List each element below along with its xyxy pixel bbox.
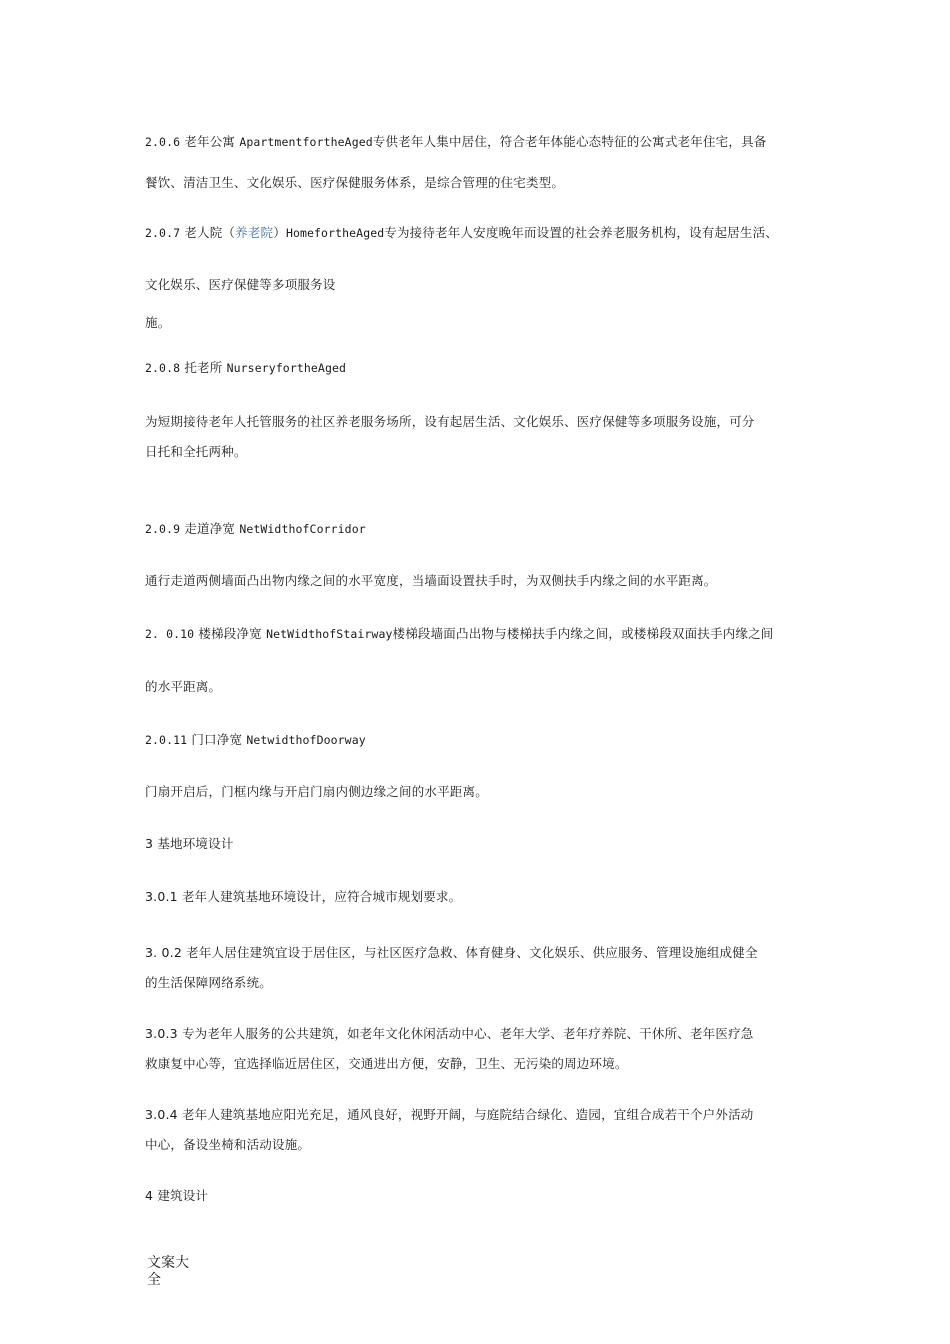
term-en: NetWidthofStairway <box>266 627 393 641</box>
term-en: NetWidthofCorridor <box>239 522 366 536</box>
clause-number: 2.0.6 <box>145 135 181 149</box>
clause-number: 2.0.9 <box>145 522 181 536</box>
clause-number: 2.0.7 <box>145 226 181 240</box>
para-3-0-3-line1: 3.0.3 专为老年人服务的公共建筑，如老年文化休闲活动中心、老年大学、老年疗养院、干休所、老年医疗急 <box>145 1026 754 1041</box>
term-en: ApartmentfortheAged <box>239 135 373 149</box>
para-2-0-8-line2: 日托和全托两种。 <box>145 444 247 459</box>
para-2-0-7-line1 <box>145 224 778 242</box>
term-cn: 托老所 <box>184 360 223 375</box>
clause-number: 2. 0.10 <box>145 627 195 641</box>
term-cn: 楼梯段净宽 <box>198 626 262 641</box>
para-3-0-3-line2: 救康复中心等，宜选择临近居住区，交通进出方便，安静，卫生、无污染的周边环境。 <box>145 1056 628 1071</box>
para-2-0-9-line1: 通行走道两侧墙面凸出物内缘之间的水平宽度，当墙面设置扶手时，为双侧扶手内缘之间的水平距离。 <box>145 573 717 588</box>
para-2-0-7-line3: 施。 <box>145 315 171 330</box>
clause-number: 2.0.8 <box>145 361 181 375</box>
para-2-0-10-line1 <box>145 625 774 643</box>
term-cn: 门口净宽 <box>191 732 243 747</box>
definition-text: 专供老年人集中居住，符合老年体能心态特征的公寓式老年住宅，具备 <box>372 134 767 149</box>
term-cn: 老人院（ <box>184 225 236 240</box>
para-2-0-8-heading <box>145 359 346 377</box>
section-3-heading: 3 基地环境设计 <box>145 836 234 851</box>
term-cn-close: ） <box>273 225 286 240</box>
term-en: NetwidthofDoorway <box>246 733 366 747</box>
para-3-0-4-line2: 中心，备设坐椅和活动设施。 <box>145 1137 311 1152</box>
para-2-0-11-line1: 门扇开启后，门框内缘与开启门扇内侧边缘之间的水平距离。 <box>145 784 488 799</box>
term-cn: 老年公寓 <box>184 134 236 149</box>
para-3-0-2-line2: 的生活保障网络系统。 <box>145 975 273 990</box>
para-3-0-4-line1: 3.0.4 老年人建筑基地应阳光充足，通风良好，视野开阔，与庭院结合绿化、造园，宜组合成若干个户外活动 <box>145 1107 754 1122</box>
term-en: NurseryfortheAged <box>226 361 347 375</box>
para-3-0-2-line1: 3. 0.2 老年人居住建筑宜设于居住区，与社区医疗急救、体育健身、文化娱乐、供应服务、管理设施组成健全 <box>145 945 758 960</box>
term-cn: 走道净宽 <box>184 521 236 536</box>
para-2-0-7-line2: 文化娱乐、医疗保健等多项服务设 <box>145 277 336 292</box>
para-2-0-6-line2: 餐饮、清洁卫生、文化娱乐、医疗保健服务体系，是综合管理的住宅类型。 <box>145 175 565 190</box>
term-en: HomefortheAged <box>285 226 385 240</box>
clause-number: 2.0.11 <box>145 733 188 747</box>
definition-text: 楼梯段墙面凸出物与楼梯扶手内缘之间，或楼梯段双面扶手内缘之间 <box>392 626 774 641</box>
term-link[interactable]: 养老院 <box>235 225 274 240</box>
para-2-0-9-heading <box>145 520 366 538</box>
definition-text: 专为接待老年人安度晚年而设置的社会养老服务机构，设有起居生活、 <box>384 225 778 240</box>
para-3-0-1: 3.0.1 老年人建筑基地环境设计，应符合城市规划要求。 <box>145 889 462 904</box>
section-4-heading: 4 建筑设计 <box>145 1188 209 1203</box>
para-2-0-6-line1 <box>145 133 766 151</box>
para-2-0-11-heading <box>145 731 366 749</box>
para-2-0-10-line2: 的水平距离。 <box>145 679 222 694</box>
para-2-0-8-line1: 为短期接待老年人托管服务的社区养老服务场所，设有起居生活、文化娱乐、医疗保健等多项服务设施，可分 <box>145 414 755 429</box>
footer-watermark: 文案大全 <box>147 1255 189 1288</box>
